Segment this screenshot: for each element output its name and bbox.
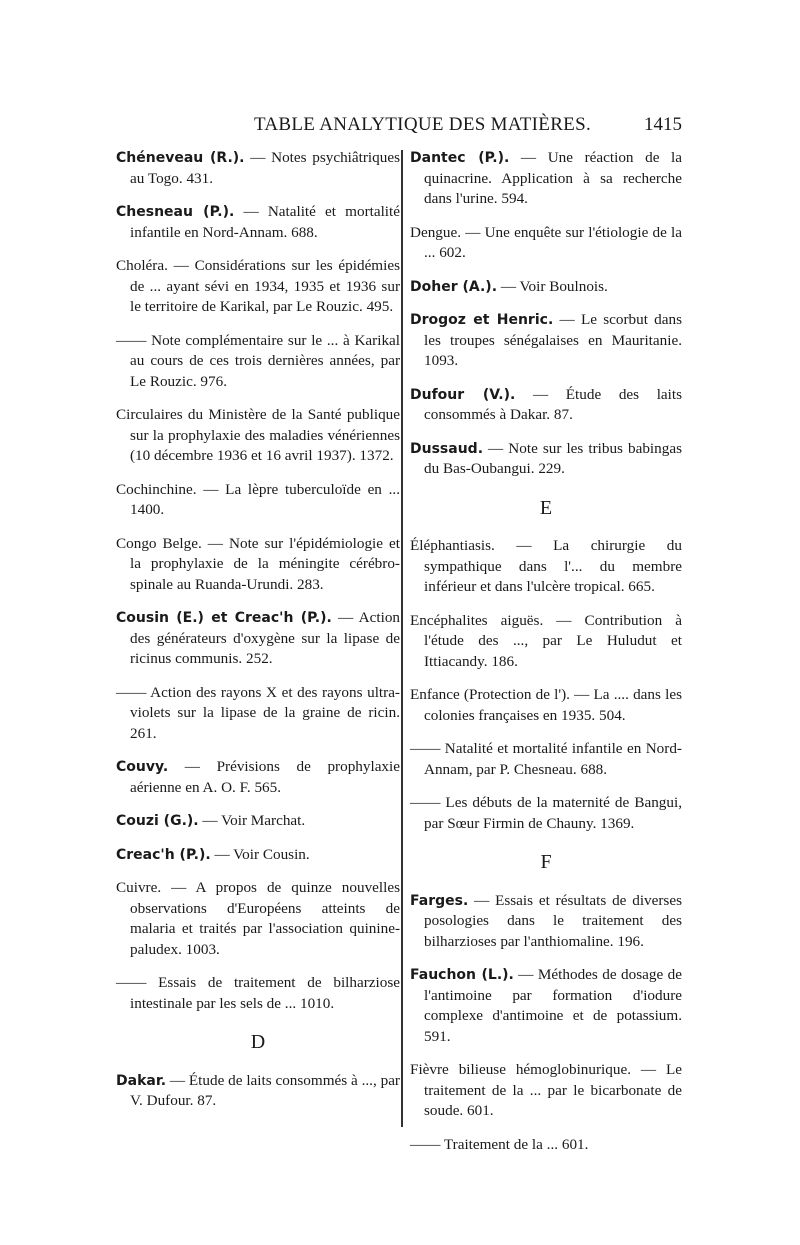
index-entry [116, 534, 400, 596]
entry-text: — Voir Marchat. [198, 812, 306, 829]
entry-text: —— Note complémentaire sur le ... à Karikal au cours de ces trois dernières années, par Le Rouzic. 976. [116, 331, 400, 390]
entry-text: Fièvre bilieuse hémoglobinurique. — Le traitement de la ... par le bicarbonate de soude. 601. [410, 1061, 682, 1119]
index-entry [410, 536, 682, 598]
index-entry [410, 739, 682, 780]
entry-text: — Étude des laits consommés à Dakar. 87. [424, 385, 682, 423]
index-entry [116, 683, 400, 745]
entry-text: —— Natalité et mortalité infantile en Nord-Annam, par P. Chesneau. 688. [410, 740, 682, 778]
entry-text: —— Essais de traitement de bilharziose intestinale par les sels de ... 1010. [116, 974, 400, 1012]
entry-text: Choléra. — Considérations sur les épidémies de ... ayant sévi en 1934, 1935 et 1936 sur le territoire de Karikal, par Le Rouzic. 495. [116, 257, 400, 315]
entry-text: — Voir Cousin. [210, 845, 310, 863]
entry-text: Dengue. — Une enquête sur l'étiologie de la ... 602. [410, 223, 682, 261]
entry-text: —— Action des rayons X et des rayons ultra-violets sur la lipase de la graine de ricin. 261. [116, 683, 400, 742]
entry-author: Couvy. [116, 759, 169, 775]
index-entry [410, 223, 682, 264]
index-entry [410, 439, 682, 480]
column-divider [401, 150, 403, 1127]
index-entry [410, 148, 682, 210]
entry-text: —— Les débuts de la maternité de Bangui, par Sœur Firmin de Chauny. 1369. [410, 794, 682, 832]
entry-author: Cousin (E.) et Creac'h (P.). [116, 610, 332, 626]
entry-text: Congo Belge. — Note sur l'épidémiologie et la prophylaxie de la méningite cérébro-spinale au Ruanda-Urundi. 283. [116, 534, 400, 593]
entry-text: — Étude de laits consommés à ..., par V. Dufour. 87. [130, 1071, 400, 1109]
index-entry [116, 331, 400, 393]
index-entry [116, 1071, 400, 1112]
entry-text: — Essais et résultats de diverses posologies dans le traitement des bilharzioses par l'anthiomaline. 196. [424, 891, 682, 950]
index-entry [410, 1060, 682, 1122]
left-column [116, 148, 400, 1125]
index-entry [116, 845, 400, 866]
entry-text: Circulaires du Ministère de la Santé publique sur la prophylaxie des maladies vénériennes (10 décembre 1936 et 16 avril 1937). 1372. [116, 406, 400, 464]
entry-author: Fauchon (L.). [410, 967, 514, 983]
index-entry [116, 405, 400, 467]
entry-text: — Voir Boulnois. [497, 277, 608, 295]
entry-text: Encéphalites aiguës. — Contribution à l'étude des ..., par Le Huludut et Ittiacandy. 186. [410, 611, 682, 670]
section-letter: F [540, 851, 552, 873]
entry-author: Dantec (P.). [410, 150, 510, 166]
index-entry [410, 277, 682, 298]
page-number: 1415 [644, 114, 682, 135]
entry-text: — Prévisions de prophylaxie aérienne en A. O. F. 565. [130, 758, 400, 796]
entry-author: Dussaud. [410, 440, 484, 457]
index-entry [410, 685, 682, 726]
index-entry [116, 480, 400, 521]
entry-author: Chéneveau (R.). [116, 150, 245, 166]
entry-text: Cuivre. — A propos de quinze nouvelles observations d'Européens atteints de malaria et traités par l'association quinine-paludex. 1003. [116, 879, 400, 958]
index-entry [410, 793, 682, 834]
entry-author: Chesneau (P.). [116, 204, 235, 220]
entry-text: —— Traitement de la ... 601. [410, 1135, 589, 1153]
index-entry [116, 202, 400, 243]
running-head [116, 114, 682, 144]
entry-text: Cochinchine. — La lèpre tuberculoïde en ... 1400. [116, 480, 400, 518]
entry-author: Doher (A.). [410, 278, 498, 295]
index-entry [410, 385, 682, 426]
entry-author: Dufour (V.). [410, 386, 516, 403]
entry-text: — Action des générateurs d'oxygène sur la lipase de ricinus communis. 252. [130, 609, 401, 667]
entry-author: Farges. [410, 892, 469, 909]
entry-text: Enfance (Protection de l'). — La .... dans les colonies françaises en 1935. 504. [410, 686, 682, 724]
index-entry [410, 1135, 682, 1156]
index-entry [410, 310, 682, 372]
section-letter: E [539, 496, 553, 519]
section-letter: D [250, 1031, 266, 1053]
entry-author: Drogoz et Henric. [410, 312, 554, 328]
index-entry [116, 148, 400, 189]
entry-text: — Natalité et mortalité infantile en Nord-Annam. 688. [130, 203, 400, 241]
entry-author: Dakar. [116, 1072, 167, 1089]
entry-text: — Une réaction de la quinacrine. Application à sa recherche dans l'urine. 594. [424, 149, 682, 207]
index-entry [116, 757, 400, 798]
running-title: TABLE ANALYTIQUE DES MATIÈRES. [254, 114, 592, 135]
index-entry [410, 965, 682, 1047]
index-entry [410, 611, 682, 673]
entry-text: — Méthodes de dosage de l'antimoine par formation d'iodure complexe d'antimoine et de potassium. 591. [424, 966, 682, 1045]
entry-text: — Notes psychiâtriques au Togo. 431. [130, 149, 400, 187]
entry-text: — Note sur les tribus babingas du Bas-Oubangui. 229. [424, 439, 682, 477]
index-entry [116, 973, 400, 1014]
entry-author: Couzi (G.). [116, 813, 199, 829]
index-entry [116, 256, 400, 318]
entry-author: Creac'h (P.). [116, 846, 211, 863]
entry-text: — Le scorbut dans les troupes sénégalaises en Mauritanie. 1093. [424, 311, 682, 369]
entry-text: Éléphantiasis. — La chirurgie du sympathique dans l'... du membre inférieur et dans l'ulcère tropical. 665. [410, 537, 682, 595]
right-column [410, 148, 682, 1168]
index-entry [410, 891, 682, 953]
index-entry [116, 811, 400, 832]
index-entry [116, 878, 400, 960]
index-entry [116, 608, 400, 670]
